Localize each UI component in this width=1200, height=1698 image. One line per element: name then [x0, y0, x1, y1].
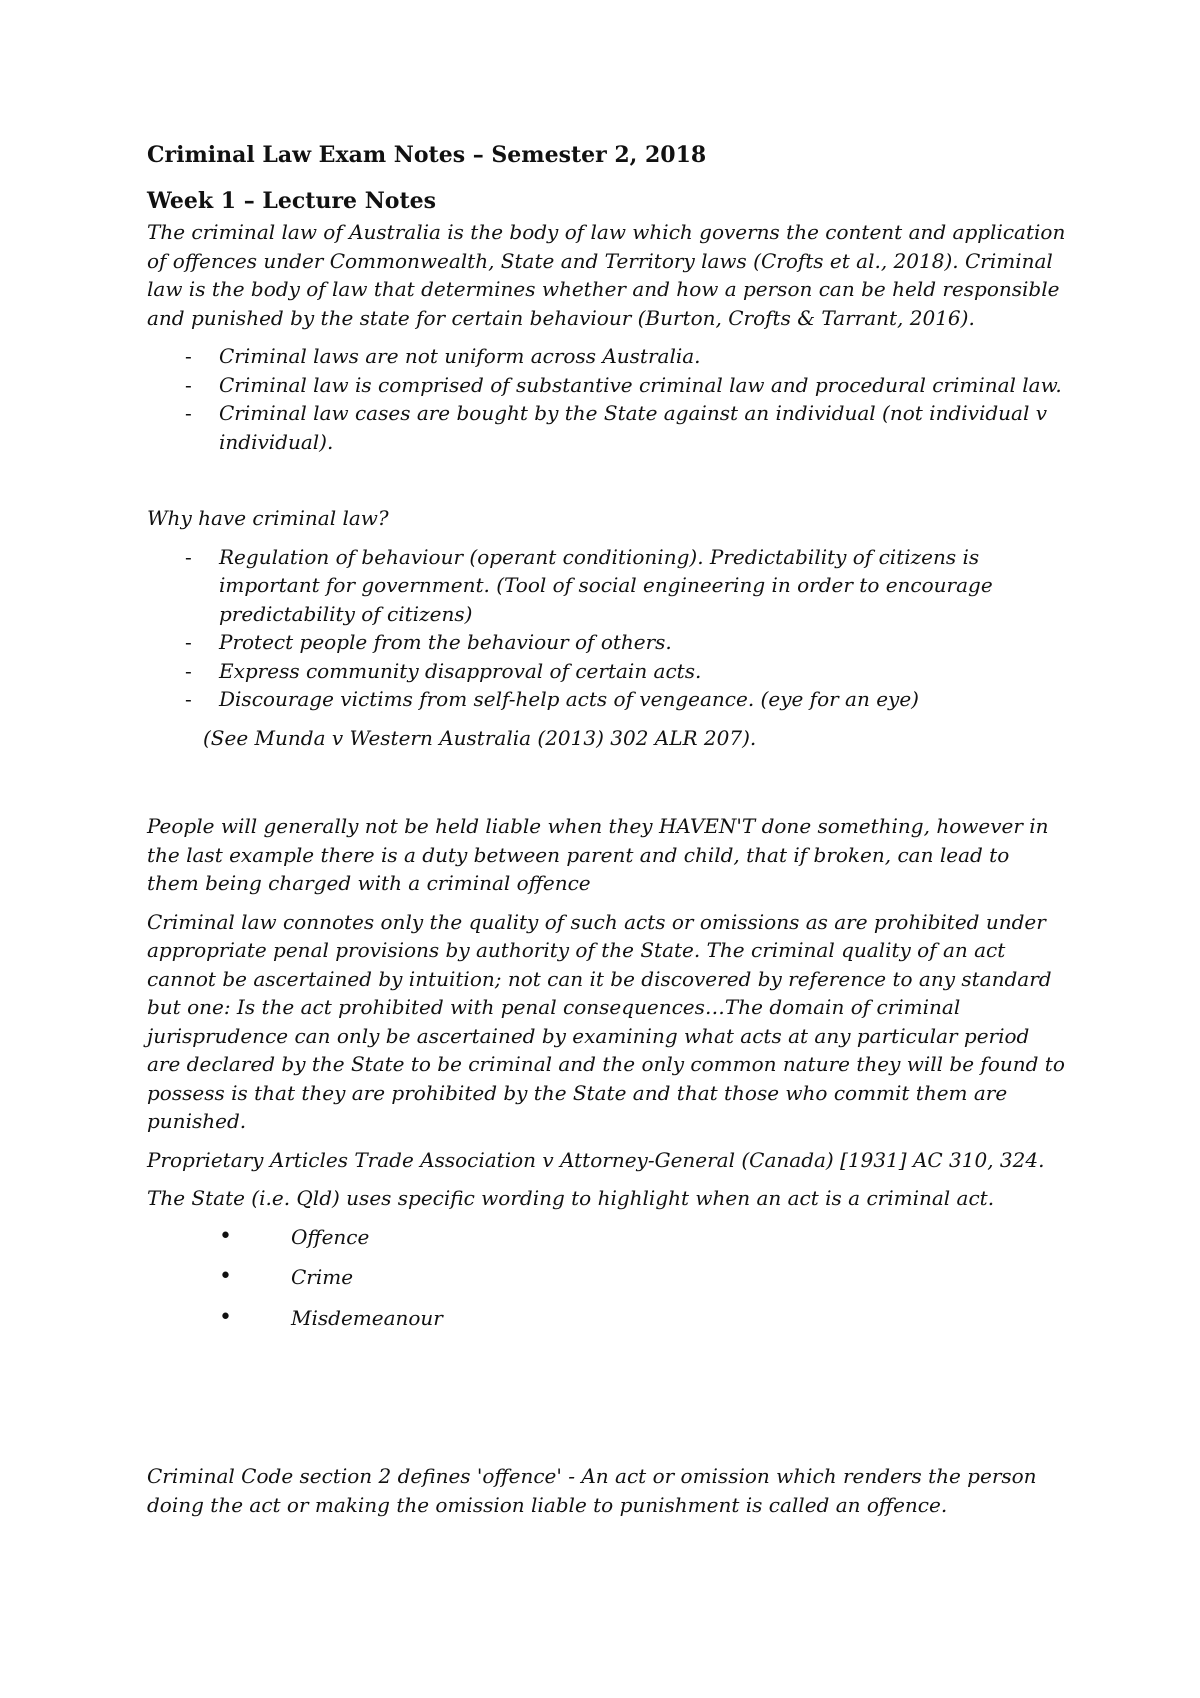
list-item: [147, 1263, 1067, 1292]
list-item: [147, 371, 1067, 400]
list-item: [147, 543, 1067, 629]
dash-marker: -: [185, 344, 192, 368]
munda-citation: (See Munda v Western Australia (2013) 302 ALR 207).: [203, 725, 757, 750]
list-item-text: Crime: [291, 1265, 354, 1289]
list-item-text: Discourage victims from self-help acts of vengeance. (eye for an eye): [219, 687, 919, 711]
list-item: [147, 342, 1067, 371]
connotes-paragraph: Criminal law connotes only the quality of such acts or omissions as are prohibited under appropriate penal provisions by authority of the State. The criminal quality of an act cannot be ascertained by intuition; not can it be discovered by reference to any standard but one: Is the act prohibited with penal consequences…The domain of criminal jurisprudence can only be ascertained by examining what acts at any particular period are declared by the State to be criminal and the only common nature they will be found to possess is that they are prohibited by the State and that those who commit them are punished.: [147, 909, 1065, 1133]
list-item-text: Misdemeanour: [291, 1305, 443, 1330]
list-item: [147, 628, 1067, 657]
intro-paragraph: The criminal law of Australia is the body of law which governs the content and application of offences under Commonwealth, State and Territory laws (Crofts et al., 2018). Criminal law is the body of law that determines whether and how a person can be held responsible and punished by the state for certain behaviour (Burton, Crofts & Tarrant, 2016).: [147, 220, 1066, 330]
wording-terms-list: [147, 1223, 1067, 1333]
list-item: [147, 1223, 1067, 1252]
dash-marker: -: [185, 687, 192, 711]
state-wording-paragraph: The State (i.e. Qld) uses specific wording to highlight when an act is a criminal act.: [147, 1186, 995, 1210]
dash-marker: -: [185, 401, 192, 425]
why-points-list: [147, 543, 1067, 714]
liability-paragraph: People will generally not be held liable when they HAVEN'T done something, however in the last example there is a duty between parent and child, that if broken, can lead to them being charged with a criminal offence: [147, 814, 1049, 895]
code-definition-paragraph: Criminal Code section 2 defines 'offence' - An act or omission which renders the person doing the act or making the omission liable to punishment is called an offence.: [147, 1464, 1037, 1517]
dash-marker: -: [185, 630, 192, 654]
dash-marker: -: [185, 658, 192, 683]
list-item-text: Regulation of behaviour (operant conditioning). Predictability of citizens is important for government. (Tool of social engineering in order to encourage predictability of citizens): [219, 544, 993, 626]
bullet-marker: •: [219, 1304, 232, 1330]
list-item: [147, 657, 1067, 686]
bullet-marker: •: [219, 1223, 232, 1249]
intro-points-list: [147, 342, 1067, 456]
bullet-marker: •: [219, 1264, 232, 1289]
list-item-text: Criminal laws are not uniform across Australia.: [219, 344, 701, 368]
proprietary-citation: Proprietary Articles Trade Association v Attorney-General (Canada) [1931] AC 310, 324.: [147, 1147, 1045, 1172]
dash-marker: -: [185, 372, 192, 397]
list-item-text: Express community disapproval of certain acts.: [219, 658, 702, 683]
list-item-text: Criminal law cases are bought by the State against an individual (not individual v individual).: [219, 401, 1047, 454]
list-item: [147, 399, 1067, 456]
why-heading: Why have criminal law?: [147, 506, 389, 530]
document-page: [147, 140, 1067, 1529]
dash-marker: -: [185, 544, 192, 569]
list-item-text: Offence: [291, 1224, 370, 1249]
document-title: Criminal Law Exam Notes – Semester 2, 2018: [147, 142, 707, 168]
week1-heading: Week 1 – Lecture Notes: [147, 188, 437, 214]
list-item-text: Criminal law is comprised of substantive criminal law and procedural criminal law.: [219, 372, 1062, 397]
list-item-text: Protect people from the behaviour of others.: [219, 630, 672, 654]
list-item: [147, 1304, 1067, 1333]
list-item: [147, 685, 1067, 714]
